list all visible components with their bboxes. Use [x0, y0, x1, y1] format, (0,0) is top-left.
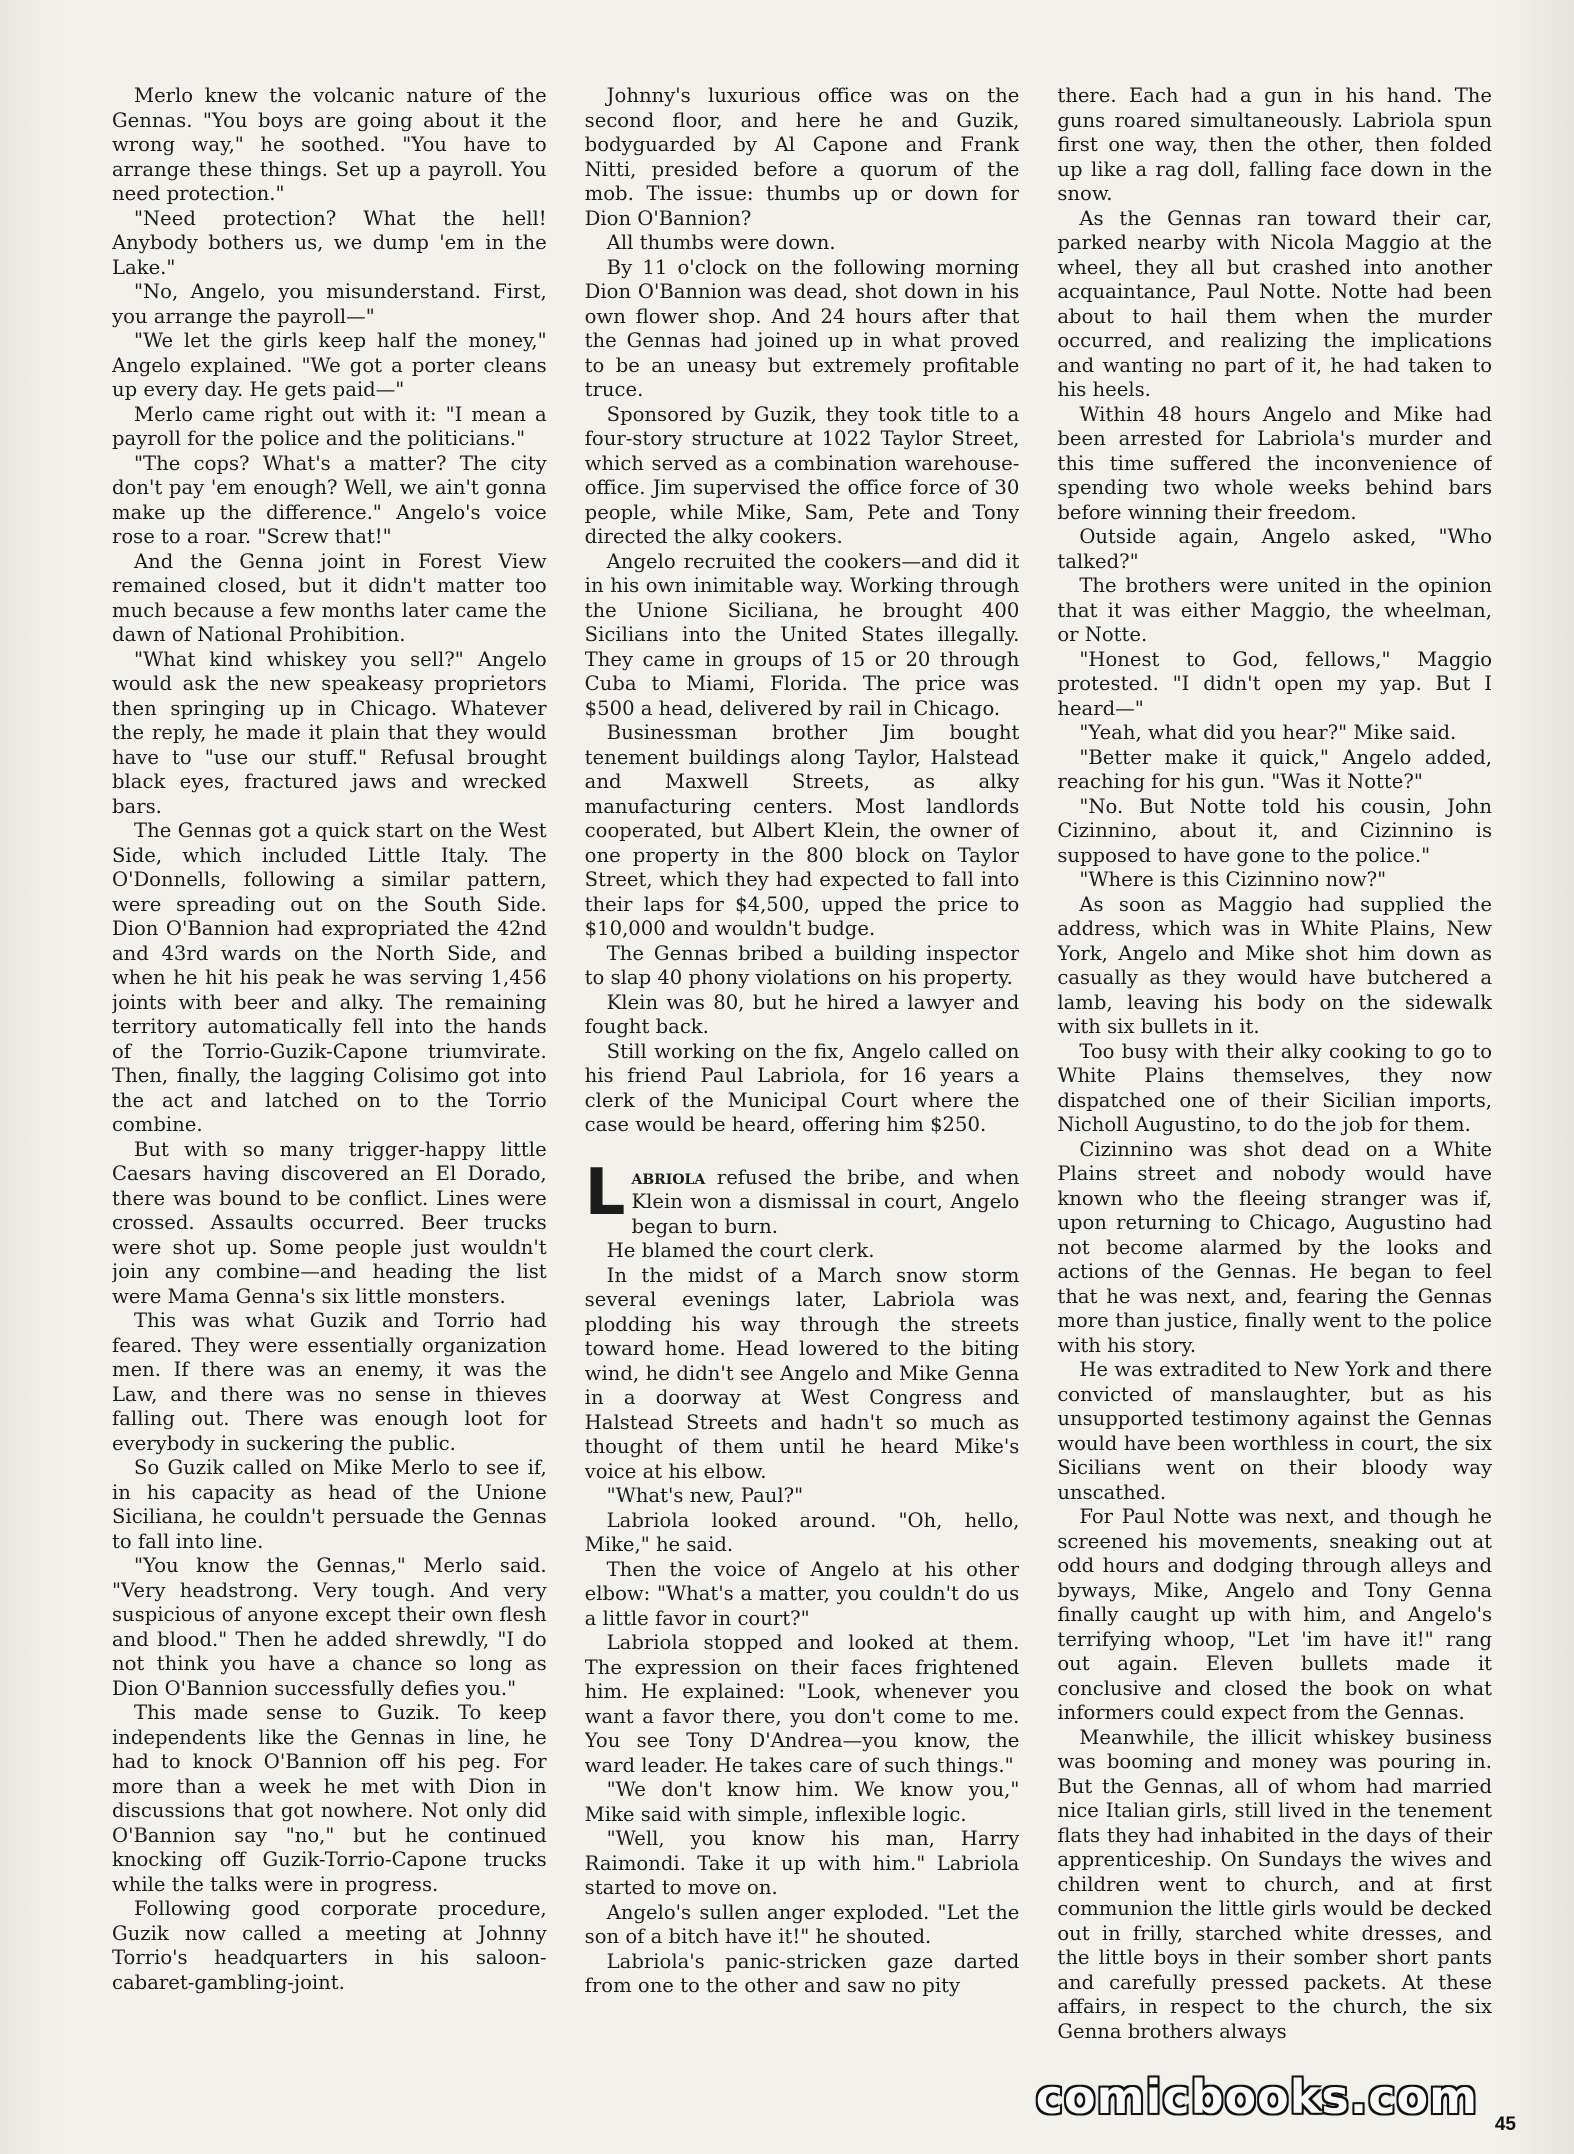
paragraph: "What kind whiskey you sell?" Angelo would ask the new speakeasy proprietors then springing up in Chicago. Whatever the reply, he made it plain that they would have to "use our stuff." Refusal brought black eyes, fractured jaws and wrecked bars.	[112, 647, 547, 818]
paragraph: "The cops? What's a matter? The city don't pay 'em enough? Well, we ain't gonna make up the difference." Angelo's voice rose to a roar. "Screw that!"	[112, 451, 547, 548]
paragraph: But with so many trigger-happy little Caesars having discovered an El Dorado, there was bound to be conflict. Lines were crossed. Assaults occurred. Beer trucks were shot up. Some people just wouldn't join any combine—and heading the list were Mama Genna's six little monsters.	[112, 1137, 547, 1308]
paragraph: Following good corporate procedure, Guzik now called a meeting at Johnny Torrio's headquarters in his saloon-cabaret-gambling-joint.	[112, 1897, 547, 1994]
paragraph: Outside again, Angelo asked, "Who talked?"	[1057, 525, 1493, 573]
paragraph: "No. But Notte told his cousin, John Cizinnino, about it, and Cizinnino is supposed to have gone to the police."	[1057, 794, 1493, 867]
drop-cap: L	[584, 1155, 626, 1230]
paragraph: "Honest to God, fellows," Maggio protested. "I didn't open my yap. But I heard—"	[1057, 647, 1493, 720]
paragraph: The brothers were united in the opinion that it was either Maggio, the wheelman, or Notte.	[1057, 574, 1493, 646]
paragraph: Labriola's panic-stricken gaze darted from one to the other and saw no pity	[584, 1949, 1020, 1997]
paragraph: As the Gennas ran toward their car, parked nearby with Nicola Maggio at the wheel, they all but crashed into another acquaintance, Paul Notte. Notte had been about to hail them when the murder occurred, and realizing the implications and wanting no part of it, he had taken to his heels.	[1057, 206, 1493, 401]
paragraph: Johnny's luxurious office was on the second floor, and here he and Guzik, bodyguarded by Al Capone and Frank Nitti, presided before a quorum of the mob. The issue: thumbs up or down for Dion O'Bannion?	[584, 84, 1020, 230]
paragraph: This was what Guzik and Torrio had feared. They were essentially organization men. If there was an enemy, it was the Law, and there was no sense in thieves falling out. There was enough loot for everybody in suckering the public.	[112, 1309, 547, 1455]
paragraph: "Need protection? What the hell! Anybody bothers us, we dump 'em in the Lake."	[112, 206, 547, 279]
paragraph: By 11 o'clock on the following morning Dion O'Bannion was dead, shot down in his own flower shop. And 24 hours after that the Gennas had joined up in what proved to be an uneasy but extremely profitable truce.	[584, 255, 1020, 401]
section-opening-paragraph	[584, 1155, 1020, 1240]
paragraph: This made sense to Guzik. To keep independents like the Gennas in line, he had to knock O'Bannion off his peg. For more than a week he met with Dion in discussions that got nowhere. Not only did O'Bannion say "no," but he continued knocking off Guzik-Torrio-Capone trucks while the talks were in progress.	[112, 1701, 547, 1896]
paragraph: there. Each had a gun in his hand. The guns roared simultaneously. Labriola spun first one way, then the other, then folded up like a rag doll, falling face down in the snow.	[1057, 84, 1493, 205]
paragraph: Merlo came right out with it: "I mean a payroll for the police and the politicians."	[112, 402, 547, 450]
paragraph: "Yeah, what did you hear?" Mike said.	[1079, 721, 1457, 744]
paragraph: Still working on the fix, Angelo called on his friend Paul Labriola, for 16 years a clerk of the Municipal Court where the case would be heard, offering him $250.	[584, 1039, 1020, 1136]
paragraph: Too busy with their alky cooking to go to White Plains themselves, they now dispatched one of their Sicilian imports, Nicholl Augustino, to do the job for them.	[1057, 1039, 1493, 1136]
page-number: 45	[1494, 2114, 1516, 2135]
paragraph: "Well, you know his man, Harry Raimondi. Take it up with him." Labriola started to move on.	[584, 1827, 1020, 1899]
paragraph: Klein was 80, but he hired a lawyer and fought back.	[584, 990, 1020, 1038]
lead-in-smallcaps: abriola	[631, 1165, 706, 1189]
paragraph: Businessman brother Jim bought tenement buildings along Taylor, Halstead and Maxwell Streets, as alky manufacturing centers. Most landlords cooperated, but Albert Klein, the owner of one property in the 800 block on Taylor Street, which they had expected to fall into their laps for $4,500, upped the price to $10,000 and wouldn't budge.	[584, 721, 1020, 940]
paragraph: Angelo's sullen anger exploded. "Let the son of a bitch have it!" he shouted.	[584, 1900, 1020, 1948]
paragraph: Labriola stopped and looked at them. The expression on their faces frightened him. He explained: "Look, whenever you want a favor there, you don't come to me. You see Tony D'Andrea—you know, the ward leader. He takes care of such things."	[584, 1631, 1020, 1777]
paragraph: For Paul Notte was next, and though he screened his movements, sneaking out at odd hours and dodging through alleys and byways, Mike, Angelo and Tony Genna finally caught up with him, and Angelo's terrifying whoop, "Let 'im have it!" rang out again. Eleven bullets made it conclusive and closed the book on what informers could expect from the Gennas.	[1057, 1505, 1493, 1724]
lead-in-rest: refused the bribe, and when Klein won a dismissal in court, Angelo began to burn.	[631, 1165, 1020, 1238]
paragraph: All thumbs were down.	[606, 231, 836, 254]
paragraph: Cizinnino was shot dead on a White Plains street and nobody would have known who the fleeing stranger was if, upon returning to Chicago, Augustino had not become alarmed by the looks and actions of the Gennas. He began to feel that he was next, and, fearing the Gennas more than justice, finally went to the police with his story.	[1057, 1137, 1493, 1357]
paragraph: "Where is this Cizinnino now?"	[1079, 868, 1387, 891]
paragraph: "No, Angelo, you misunderstand. First, you arrange the payroll—"	[112, 280, 547, 328]
paragraph: So Guzik called on Mike Merlo to see if, in his capacity as head of the Unione Siciliana, he couldn't persuade the Gennas to fall into line.	[112, 1456, 547, 1553]
paragraph: "We let the girls keep half the money," Angelo explained. "We got a porter cleans up every day. He gets paid—"	[112, 329, 547, 401]
paragraph: The Gennas got a quick start on the West Side, which included Little Italy. The O'Donnells, following a similar pattern, were spreading out on the South Side. Dion O'Bannion had expropriated the 42nd and 43rd wards on the North Side, and when he hit his peak he was serving 1,456 joints with beer and alky. The remaining territory automatically fell into the hands of the Torrio-Guzik-Capone triumvirate. Then, finally, the lagging Colisimo got into the act and latched on to the Torrio combine.	[112, 819, 547, 1136]
article-columns	[112, 84, 1492, 2074]
paragraph: He blamed the court clerk.	[606, 1239, 875, 1262]
paragraph: Labriola looked around. "Oh, hello, Mike," he said.	[584, 1508, 1020, 1556]
paragraph: "What's new, Paul?"	[606, 1484, 804, 1507]
column-left	[112, 84, 547, 2074]
paragraph: The Gennas bribed a building inspector to slap 40 phony violations on his property.	[584, 941, 1020, 989]
paragraph: And the Genna joint in Forest View remained closed, but it didn't matter too much because a few months later came the dawn of National Prohibition.	[112, 549, 547, 646]
paragraph: He was extradited to New York and there convicted of manslaughter, but as his unsupported testimony against the Gennas would have been worthless in court, the six Sicilians went on their bloody way unscathed.	[1057, 1358, 1493, 1504]
paragraph: Angelo recruited the cookers—and did it in his own inimitable way. Working through the Unione Siciliana, he brought 400 Sicilians into the United States illegally. They came in groups of 15 or 20 through Cuba to Miami, Florida. The price was $500 a head, delivered by rail in Chicago.	[584, 549, 1020, 720]
paragraph: Within 48 hours Angelo and Mike had been arrested for Labriola's murder and this time suffered the inconvenience of spending two whole weeks behind bars before winning their freedom.	[1057, 402, 1493, 524]
paragraph: Merlo knew the volcanic nature of the Gennas. "You boys are going about it the wrong way," he soothed. "You have to arrange these things. Set up a payroll. You need protection."	[112, 84, 547, 205]
paragraph: In the midst of a March snow storm several evenings later, Labriola was plodding his way through the streets toward home. Head lowered to the biting wind, he didn't see Angelo and Mike Genna in a doorway at West Congress and Halstead Streets and hadn't so much as thought of them until he heard Mike's voice at his elbow.	[584, 1263, 1020, 1483]
site-watermark: comicbooks.com	[1035, 2070, 1478, 2124]
paragraph: Meanwhile, the illicit whiskey business was booming and money was pouring in. But the Gennas, all of whom had married nice Italian girls, still lived in the tenement flats they had inhabited in the days of their apprenticeship. On Sundays the wives and children went to church, and at first communion the little girls would be decked out in frilly, starched white dresses, and the little boys in their somber short pants and carefully pressed packets. At these affairs, in respect to the church, the six Genna brothers always	[1057, 1725, 1493, 2043]
paragraph: "You know the Gennas," Merlo said. "Very headstrong. Very tough. And very suspicious of anyone except their own flesh and blood." Then he added shrewdly, "I do not think you have a chance so long as Dion O'Bannion successfully defies you."	[112, 1554, 547, 1700]
paragraph: As soon as Maggio had supplied the address, which was in White Plains, New York, Angelo and Mike shot him down as casually as they would have butchered a lamb, leaving his body on the sidewalk with six bullets in it.	[1057, 892, 1493, 1038]
paragraph: "We don't know him. We know you," Mike said with simple, inflexible logic.	[584, 1778, 1020, 1826]
paragraph: Then the voice of Angelo at his other elbow: "What's a matter, you couldn't do us a little favor in court?"	[584, 1557, 1020, 1630]
column-right	[1057, 84, 1492, 2074]
column-middle	[585, 84, 1020, 2074]
paragraph: "Better make it quick," Angelo added, reaching for his gun. "Was it Notte?"	[1057, 745, 1493, 793]
paragraph: Sponsored by Guzik, they took title to a four-story structure at 1022 Taylor Street, which served as a combination warehouse-office. Jim supervised the office force of 30 people, while Mike, Sam, Pete and Tony directed the alky cookers.	[584, 402, 1020, 548]
section-break	[585, 1138, 1020, 1166]
